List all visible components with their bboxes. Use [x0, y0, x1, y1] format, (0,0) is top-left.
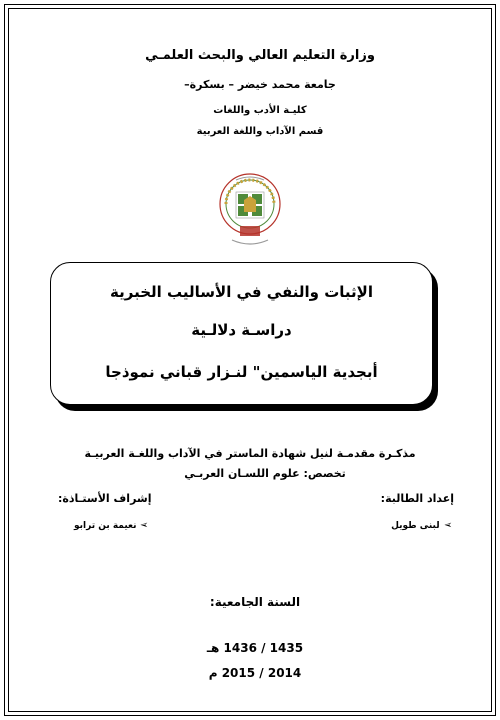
thesis-title: الإثبات والنفي في الأساليب الخبرية	[110, 283, 373, 301]
hijri-year: 1435 / 1436 هـ	[206, 641, 304, 655]
specialty: تخصص: علوم اللسـان العربـي	[184, 467, 346, 480]
thesis-subtitle: دراسـة دلالـية	[191, 321, 292, 339]
faculty-name: كليـة الأدب واللغات	[213, 105, 307, 116]
title-box	[50, 262, 433, 405]
supervisor-name: نعيمة بن ترابو	[74, 520, 137, 531]
supervisor-label: إشراف الأستـاذة:	[58, 492, 152, 505]
university-seal-icon	[218, 170, 282, 250]
department-name: قسم الآداب واللغة العربية	[196, 126, 324, 137]
student-name: لبنى طويل	[391, 520, 440, 531]
ministry-name: وزارة التعليم العالي والبحث العلمـي	[145, 48, 375, 63]
supervisor-row	[74, 520, 149, 531]
thesis-description: مذكـرة مقدمـة لنيل شهادة الماستر في الآداب واللغـة العربيـة	[84, 447, 416, 460]
academic-year-label: السنة الجامعية:	[209, 595, 301, 609]
student-row	[391, 520, 452, 531]
arrow-bullet-icon: ➢	[140, 520, 149, 531]
gregorian-year: 2014 / 2015 م	[208, 666, 302, 680]
university-name: جامعة محمد خيضر – بسكرة–	[184, 78, 336, 91]
arrow-bullet-icon: ➢	[443, 520, 452, 531]
student-label: إعداد الطالبة:	[380, 492, 454, 505]
thesis-corpus: أبجدية الياسمين" لنـزار قباني نموذجا	[105, 363, 378, 381]
